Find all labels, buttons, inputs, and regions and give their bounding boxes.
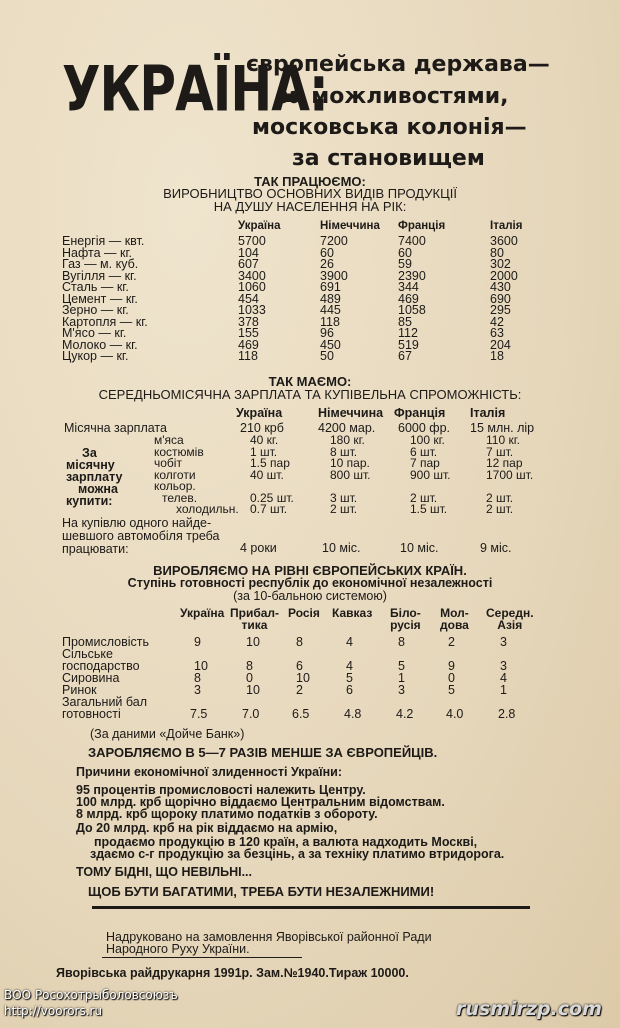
cell: 607	[238, 257, 259, 271]
cell: 2 шт.	[330, 502, 358, 516]
cell: 7 пар	[410, 456, 440, 470]
cell: 1033	[238, 303, 266, 317]
side-label: зарплату	[66, 470, 123, 484]
score: 2	[448, 635, 455, 649]
s2-col-italy: Італія	[470, 406, 506, 420]
cell: 40 шт.	[250, 467, 284, 482]
salary-cell: 6000 фр.	[398, 421, 450, 435]
cell: 60	[398, 245, 412, 260]
car-line: шевшого автомобіля треба	[62, 529, 220, 543]
s3-row-label: Сировина	[62, 671, 120, 685]
cell: 378	[238, 314, 259, 329]
section3-sub1: Ступінь готовності республік до економічної незалежності	[127, 576, 493, 590]
cell: 85	[398, 314, 412, 329]
score: 1	[500, 683, 507, 697]
cell: 7400	[398, 234, 426, 248]
divider-line	[92, 906, 530, 909]
watermark-left: ВОО Росохотрыболовсоюзъ	[4, 988, 178, 1002]
score: 10	[246, 683, 260, 697]
score: 4	[346, 659, 353, 673]
score: 5	[448, 683, 455, 697]
score: 8	[194, 671, 201, 685]
cell: 344	[398, 280, 419, 294]
s3-col: Кавказ	[332, 606, 373, 620]
order-line-2: Народного Руху України.	[106, 942, 250, 956]
title-ukraine: УКРАЇНА:	[62, 53, 328, 126]
s3-row-label: Ринок	[62, 683, 97, 697]
score: 0	[448, 671, 455, 685]
cell: 110 кг.	[486, 433, 520, 447]
row-label: Молоко — кг.	[62, 337, 138, 352]
cell: 63	[490, 326, 504, 340]
section1-heading: ТАК ПРАЦЮЄМО:	[254, 174, 366, 189]
car-line: На купівлю одного найде-	[62, 516, 212, 530]
cell: 469	[398, 291, 419, 306]
cell: 50	[320, 349, 334, 363]
row-label: Зерно — кг.	[62, 303, 129, 317]
side-label: За	[82, 446, 97, 460]
cell: 445	[320, 303, 341, 317]
s2-col-ukraine: Україна	[236, 406, 283, 420]
cell: 469	[238, 337, 259, 352]
score: 6.5	[292, 707, 310, 721]
printer-line: Яворівська райдрукарня 1991р. Зам.№1940.Тираж 10000.	[56, 966, 409, 980]
section1-sub2: НА ДУШУ НАСЕЛЕННЯ НА РІК:	[213, 199, 407, 214]
score: 6	[296, 659, 303, 673]
cell: 67	[398, 349, 412, 363]
order-line-1: Надруковано на замовлення Яворівської районної Ради	[106, 930, 432, 944]
col-header: Німеччина	[320, 220, 380, 232]
score: 0	[246, 671, 253, 685]
row-label: костюмів	[154, 444, 204, 459]
cell: 118	[320, 314, 340, 329]
section1-sub1: ВИРОБНИЦТВО ОСНОВНИХ ВИДІВ ПРОДУКЦІЇ	[163, 186, 457, 201]
cell: 12 пар	[486, 456, 523, 470]
row-label: м'яса	[154, 433, 184, 447]
cell: 3400	[238, 268, 266, 283]
cell: 40 кг.	[250, 433, 279, 447]
score: 5	[346, 671, 353, 685]
cell: 2 шт.	[486, 490, 514, 505]
row-label: чобіт	[154, 456, 182, 470]
reason-line: 8 млрд. крб щороку платимо податків з обороту.	[76, 807, 378, 821]
cell: 2390	[398, 268, 426, 283]
score: 4.8	[344, 707, 362, 721]
col-header: Італія	[490, 220, 523, 232]
score: 5	[398, 659, 405, 673]
slogan-line-1: європейська держава—	[246, 52, 550, 77]
score: 2.8	[498, 707, 516, 721]
reason-line: 95 процентів промисловості належить Центру.	[76, 783, 366, 797]
row-label: колготи	[154, 467, 196, 482]
score: 3	[500, 635, 507, 649]
cell: 204	[490, 337, 511, 352]
side-label: купити:	[66, 494, 113, 508]
cell: 5700	[238, 234, 266, 248]
s3-row-label: Промисловість	[62, 635, 150, 649]
cell: 3900	[320, 268, 348, 283]
row-label: кольор.	[154, 479, 196, 493]
cell: 10 пар.	[330, 456, 370, 470]
cell: 100 кг.	[410, 433, 445, 447]
reasons-title: Причини економічної злиденності України:	[76, 765, 343, 779]
row-label: Цемент — кг.	[62, 291, 138, 306]
score: 3	[194, 683, 201, 697]
cell: 42	[490, 314, 504, 329]
s3-col: Біло- русія	[390, 606, 421, 632]
score: 7.5	[190, 707, 208, 721]
reason-line: продаємо продукцію в 120 країн, а валюта надходить Москві,	[94, 835, 478, 849]
s2-col-germany: Німеччина	[318, 406, 384, 420]
watermark-left-url: http://voorors.ru	[4, 1004, 103, 1018]
cell: 1058	[398, 303, 426, 317]
s3-col: Мол- дова	[440, 606, 469, 632]
cell: 1 шт.	[250, 444, 278, 459]
score: 10	[194, 659, 208, 673]
cell: 800 шт.	[330, 467, 371, 482]
salary-cell: 15 млн. лір	[470, 421, 535, 435]
car-line: працювати:	[62, 542, 129, 556]
cell: 112	[398, 326, 418, 340]
cell: 7200	[320, 234, 348, 248]
cell: 18	[490, 349, 504, 363]
table-row	[62, 351, 570, 363]
slogan-line-4: за становищем	[292, 146, 485, 171]
table-row	[146, 470, 556, 482]
section2-heading: ТАК МАЄМО:	[268, 374, 352, 389]
cell: 1.5 шт.	[410, 502, 448, 516]
score: 10	[296, 671, 310, 685]
section3-heading: ВИРОБЛЯЄМО НА РІВНІ ЄВРОПЕЙСЬКИХ КРАЇН.	[153, 563, 467, 578]
section2-sub: СЕРЕДНЬОМІСЯЧНА ЗАРПЛАТА ТА КУПІВЕЛЬНА СПРОМОЖНІСТЬ:	[98, 387, 522, 402]
car-cell: 9 міс.	[480, 541, 512, 555]
score: 9	[194, 635, 201, 649]
s3-col: Україна	[180, 606, 225, 620]
cell: 0.7 шт.	[250, 502, 288, 516]
cell: 489	[320, 291, 341, 306]
s3-col: Росія	[288, 606, 320, 620]
table-row	[146, 504, 556, 516]
salary-label: Місячна зарплата	[64, 421, 167, 435]
cell: 1.5 пар	[250, 456, 290, 470]
row-label: Нафта — кг.	[62, 245, 132, 260]
cell: 60	[320, 245, 334, 260]
row-label: Сталь — кг.	[62, 280, 129, 294]
cell: 0.25 шт.	[250, 490, 294, 505]
reason-line: До 20 млрд. крб на рік віддаємо на армію,	[76, 821, 338, 835]
slogan-line-2: за можливостями,	[276, 84, 509, 109]
cell: 155	[238, 326, 259, 340]
cell: 1060	[238, 280, 266, 294]
cell: 690	[490, 291, 511, 306]
car-cell: 4 роки	[240, 541, 277, 555]
purchase-table	[146, 435, 556, 516]
cell: 900 шт.	[410, 467, 451, 482]
score: 7.0	[242, 707, 260, 721]
car-cell: 10 міс.	[322, 541, 361, 555]
score: 6	[346, 683, 353, 697]
score: 4.2	[396, 707, 414, 721]
score: 4.0	[446, 707, 464, 721]
car-cell: 10 міс.	[400, 541, 439, 555]
row-label: холодильн.	[176, 502, 239, 516]
cell: 519	[398, 337, 419, 352]
col-header: Франція	[398, 220, 446, 232]
cell: 7 шт.	[486, 444, 514, 459]
cell: 26	[320, 257, 334, 271]
source-note: (За даними «Дойче Банк»)	[90, 727, 245, 741]
score: 3	[398, 683, 405, 697]
s2-col-france: Франція	[394, 406, 446, 420]
row-label: Газ — м. куб.	[62, 257, 139, 271]
side-label: можна	[78, 482, 118, 496]
slogan-line-3: московська колонія—	[252, 115, 527, 140]
row-label: телев.	[162, 490, 198, 505]
cell: 2 шт.	[410, 490, 438, 505]
cell: 6 шт.	[410, 444, 438, 459]
watermark-right: rusmirzp.com	[456, 998, 602, 1020]
cell: 454	[238, 291, 259, 306]
row-label: Картопля — кг.	[62, 314, 148, 329]
reason-line: здаємо с-г продукцію за безцінь, а за техніку платимо втридорога.	[90, 847, 505, 861]
col-header: Україна	[238, 220, 281, 232]
score: 10	[246, 635, 260, 649]
score: 8	[398, 635, 405, 649]
reason-line: ТОМУ БІДНІ, ЩО НЕВІЛЬНІ...	[76, 865, 252, 879]
cell: 104	[238, 245, 259, 260]
row-label: М'ясо — кг.	[62, 326, 127, 340]
motto: ЩОБ БУТИ БАГАТИМИ, ТРЕБА БУТИ НЕЗАЛЕЖНИМИ!	[88, 884, 435, 899]
cell: 96	[320, 326, 334, 340]
row-label: Вугілля — кг.	[62, 268, 137, 283]
s3-col: Середн. Азія	[486, 606, 534, 632]
cell: 59	[398, 257, 412, 271]
row-label: Енергія — квт.	[62, 234, 145, 248]
cell: 80	[490, 245, 504, 260]
cell: 3600	[490, 234, 518, 248]
row-label: Цукор — кг.	[62, 349, 129, 363]
cell: 3 шт.	[330, 490, 358, 505]
score: 8	[296, 635, 303, 649]
cell: 8 шт.	[330, 444, 358, 459]
cell: 180 кг.	[330, 433, 365, 447]
cell: 691	[320, 280, 341, 294]
score: 1	[398, 671, 405, 685]
score: 4	[500, 671, 507, 685]
cell: 118	[238, 349, 258, 363]
s3-row-label: Сільське господарство	[62, 647, 140, 673]
score: 3	[500, 659, 507, 673]
section3-sub2: (за 10-бальною системою)	[233, 589, 387, 603]
salary-cell: 210 крб	[240, 421, 284, 435]
order-underline	[102, 957, 302, 958]
production-table	[62, 220, 570, 363]
cell: 450	[320, 337, 341, 352]
reason-line: 100 млрд. крб щорічно віддаємо Центральним відомствам.	[76, 795, 445, 809]
score: 9	[448, 659, 455, 673]
score: 8	[246, 659, 253, 673]
section4-heading: ЗАРОБЛЯЄМО В 5—7 РАЗІВ МЕНШЕ ЗА ЄВРОПЕЙЦІВ.	[88, 745, 438, 760]
s3-row-label: Загальний бал готовності	[62, 695, 148, 721]
s3-col: Прибал- тика	[230, 606, 280, 632]
cell: 2000	[490, 268, 518, 283]
score: 2	[296, 683, 303, 697]
cell: 2 шт.	[486, 502, 514, 516]
score: 4	[346, 635, 353, 649]
salary-cell: 4200 мар.	[318, 421, 376, 435]
cell: 302	[490, 257, 511, 271]
side-label: місячну	[66, 458, 115, 472]
cell: 295	[490, 303, 511, 317]
cell: 1700 шт.	[486, 467, 534, 482]
cell: 430	[490, 280, 511, 294]
